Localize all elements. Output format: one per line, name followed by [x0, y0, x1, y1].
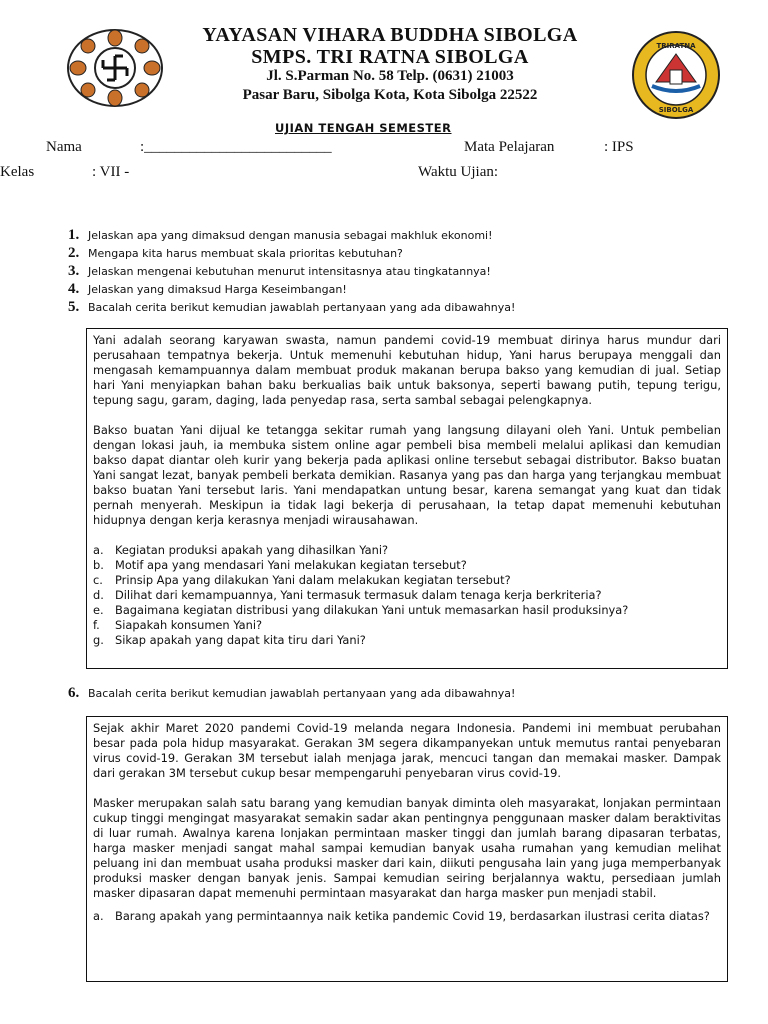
subquestion-item: [93, 588, 721, 603]
subquestion-text: Bagaimana kegiatan distribusi yang dilakukan Yani untuk memasarkan hasil produksinya?: [115, 603, 629, 617]
question-item: [68, 244, 515, 262]
subquestion-item: [93, 603, 721, 618]
subquestion-item: [93, 909, 721, 924]
question-text: Jelaskan apa yang dimaksud dengan manusia sebagai makhluk ekonomi!: [88, 228, 493, 242]
question-number: 2.: [68, 244, 80, 261]
story1-subquestions: [93, 543, 721, 648]
question-text: Bacalah cerita berikut kemudian jawablah pertanyaan yang ada dibawahnya!: [88, 300, 516, 314]
question-text: Jelaskan yang dimaksud Harga Keseimbangan!: [88, 282, 347, 296]
subquestion-text: Dilihat dari kemampuannya, Yani termasuk termasuk dalam tenaga kerja berkriteria?: [115, 588, 602, 602]
logo-top-text: TRIRATNA: [656, 42, 696, 50]
subquestion-item: [93, 618, 721, 633]
subquestion-letter: g.: [93, 633, 104, 647]
story2-subquestions: [93, 909, 721, 924]
question-number: 4.: [68, 280, 80, 297]
subquestion-item: [93, 543, 721, 558]
school-address: Jl. S.Parman No. 58 Telp. (0631) 21003: [266, 68, 514, 84]
question-item: [68, 262, 515, 280]
subquestion-letter: f.: [93, 618, 100, 632]
story2-paragraph-1: Sejak akhir Maret 2020 pandemi Covid-19 melanda negara Indonesia. Pandemi ini membuat perubahan besar pada pola hidup masyarakat. Gerakan 3M segera dikampanyekan untuk memutus rantai penyebaran virus covid-19. Gerakan 3M tersebut ialah menjaga jarak, mencuci tangan dan memakai masker. Dampak dari gerakan 3M tersebut cukup besar mempengaruhi penyebaran virus covid-19.: [93, 721, 721, 780]
mapel-label: Mata Pelajaran: [464, 139, 555, 155]
subquestion-item: [93, 573, 721, 588]
foundation-name: YAYASAN VIHARA BUDDHA SIBOLGA: [202, 24, 578, 46]
kelas-label: Kelas: [0, 164, 35, 180]
nama-label: Nama: [46, 139, 82, 155]
question-number: 1.: [68, 226, 80, 243]
school-logo: [630, 30, 722, 120]
subquestion-letter: d.: [93, 588, 104, 602]
subquestion-text: Motif apa yang mendasari Yani melakukan kegiatan tersebut?: [115, 558, 467, 572]
subquestion-text: Prinsip Apa yang dilakukan Yani dalam melakukan kegiatan tersebut?: [115, 573, 511, 587]
subquestion-item: [93, 633, 721, 648]
story1-paragraph-2: Bakso buatan Yani dijual ke tetangga sekitar rumah yang langsung dilayani oleh Yani. Untuk pembelian dengan lokasi jauh, ia membuka sistem online agar pembeli bisa membeli melalui aplikasi dan kemudian bakso dapat diantar oleh kurir yang bekerja pada aplikasi online tersebut sebagai distributor. Bakso buatan Yani sangat lezat, banyak pembeli berkata demikian. Rasanya yang pas dan harga yang terjangkau membuat bakso buatan Yani tersebut laris. Yani mendapatkan untung besar, karena semangat yang kuat dan tidak pernah menyerah. Meskipun ia tidak lagi bekerja di perusahaan, Ia tetap dapat memenuhi kebutuhan hidupnya dengan kerja kerasnya menjadi wirausahawan.: [93, 423, 721, 527]
question-number: 6.: [68, 684, 80, 701]
question-text: Bacalah cerita berikut kemudian jawablah pertanyaan yang ada dibawahnya!: [88, 686, 516, 700]
subquestion-text: Kegiatan produksi apakah yang dihasilkan Yani?: [115, 543, 389, 557]
school-city: Pasar Baru, Sibolga Kota, Kota Sibolga 22522: [242, 87, 538, 103]
question-item: [68, 226, 515, 244]
logo-bottom-text: SIBOLGA: [658, 106, 694, 114]
subquestion-item: [93, 558, 721, 573]
subquestion-text: Barang apakah yang permintaannya naik ketika pandemic Covid 19, berdasarkan ilustrasi cerita diatas?: [115, 909, 710, 923]
subquestion-letter: b.: [93, 558, 104, 572]
story2-paragraph-2: Masker merupakan salah satu barang yang kemudian banyak diminta oleh masyarakat, lonjakan permintaan cukup tinggi mengingat masyarakat semakin sadar akan pentingnya penggunaan masker dalam beraktivitas di luar rumah. Awalnya karena lonjakan permintaan masker tinggi dan jumlah barang dipasaran terbatas, harga masker menjadi sangat mahal sampai kemudian banyak usaha rumahan yang kemudian melihat peluang ini dan membuat usaha produksi masker dari kain, diikuti pengusaha lain yang juga memperbanyak produksi masker dengan banyak jenis. Sampai kemudian seiring berjalannya waktu, persediaan jumlah masker dipasaran dapat memenuhi permintaan masyarakat dan harga masker pun menjadi stabil.: [93, 796, 721, 900]
exam-title: UJIAN TENGAH SEMESTER: [275, 121, 452, 135]
question-list: [68, 226, 515, 316]
story1-paragraph-1: Yani adalah seorang karyawan swasta, namun pandemi covid-19 membuat dirinya harus mundur dari perusahaan tempatnya bekerja. Untuk memenuhi kebutuhan hidup, Yani harus berupaya menggali dan mengasah kemampuannya dalam membuat produk makanan berupa bakso yang kemudian di jual. Setiap hari Yani menyiapkan bahan baku berkualias baik untuk baksonya, seperti bawang putih, tepung terigu, tepung sagu, garam, daging, lada penyedap rasa, serta sambal sebagai pelengkapnya.: [93, 333, 721, 407]
kelas-value: : VII -: [92, 164, 130, 180]
subquestion-letter: a.: [93, 909, 104, 923]
question-text: Jelaskan mengenai kebutuhan menurut intensitasnya atau tingkatannya!: [88, 264, 491, 278]
question-number: 3.: [68, 262, 80, 279]
subquestion-letter: a.: [93, 543, 104, 557]
question-item: [68, 298, 515, 316]
waktu-label: Waktu Ujian:: [418, 164, 499, 180]
subquestion-text: Sikap apakah yang dapat kita tiru dari Yani?: [115, 633, 366, 647]
mapel-value: : IPS: [604, 139, 634, 155]
nama-field[interactable]: :_________________________: [140, 139, 332, 155]
question-text: Mengapa kita harus membuat skala prioritas kebutuhan?: [88, 246, 403, 260]
question-item: [68, 684, 515, 702]
subquestion-text: Siapakah konsumen Yani?: [115, 618, 263, 632]
subquestion-letter: c.: [93, 573, 103, 587]
school-name: SMPS. TRI RATNA SIBOLGA: [251, 46, 529, 68]
question-number: 5.: [68, 298, 80, 315]
question-item: [68, 280, 515, 298]
subquestion-letter: e.: [93, 603, 104, 617]
story-box-1: [86, 328, 728, 669]
story-box-2: [86, 716, 728, 982]
yayasan-logo: [66, 28, 164, 108]
